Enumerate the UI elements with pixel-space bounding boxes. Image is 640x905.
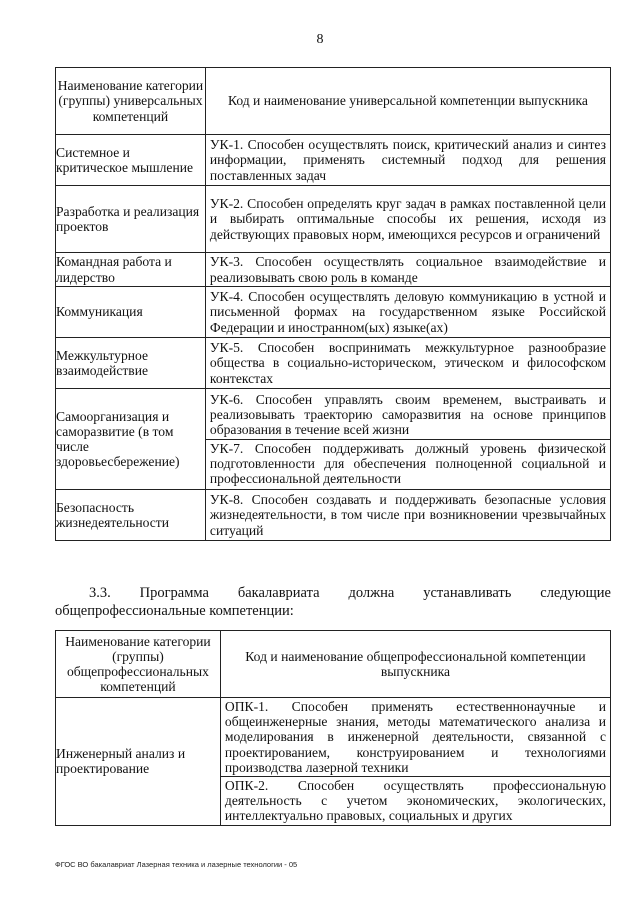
table-header-row	[56, 68, 611, 135]
header-code: Код и наименование универсальной компетенции выпускника	[205, 68, 610, 135]
category-cell: Самоорганизация и саморазвитие (в том числе здоровьесбережение)	[56, 389, 206, 490]
category-cell: Коммуникация	[56, 287, 206, 338]
competence-text: УК-7. Способен поддерживать должный уровень физической подготовленности для обеспечения полноценной социальной и профессиональной деятельности	[206, 439, 610, 488]
competence-text: УК-5. Способен воспринимать межкультурное разнообразие общества в социально-историческом, этическом и философском контекстах	[209, 340, 606, 386]
header-category: Наименование категории (группы) общепрофессиональных компетенций	[56, 631, 221, 698]
competence-text: ОПК-2. Способен осуществлять профессиональную деятельность с учетом экономических, экологических, интеллектуально правовых, социальных и других	[221, 776, 610, 825]
table-header-row	[56, 631, 611, 698]
category-cell: Межкультурное взаимодействие	[56, 338, 206, 389]
competence-text: УК-6. Способен управлять своим временем, выстраивать и реализовывать траекторию саморазвития на основе принципов образования в течение всей жизни	[209, 391, 606, 438]
competence-text: УК-3. Способен осуществлять социальное взаимодействие и реализовывать свою роль в команде	[209, 254, 606, 285]
competence-text: УК-4. Способен осуществлять деловую коммуникацию в устной и письменной формах на государственном языке Российской Федерации и иностранном(ых) языке(ах)	[209, 289, 606, 335]
paragraph-text: Программа бакалавриата должна устанавливать следующие общепрофессиональные компетенции:	[55, 585, 611, 619]
table-row	[56, 253, 611, 287]
header-code: Код и наименование общепрофессиональной компетенции выпускника	[220, 631, 610, 698]
general-professional-competencies-table	[55, 630, 611, 826]
table-row	[56, 389, 611, 490]
footer-text: ФГОС ВО бакалавриат Лазерная техника и лазерные технологии - 05	[55, 860, 298, 869]
paragraph-number: 3.3.	[89, 585, 111, 601]
table-row	[56, 186, 611, 253]
universal-competencies-table	[55, 67, 611, 541]
page-number: 8	[316, 32, 324, 47]
table-row	[56, 490, 611, 541]
table-row	[56, 698, 611, 826]
competence-text: ОПК-1. Способен применять естественнонаучные и общеинженерные знания, методы математического анализа и моделирования в инженерной деятельности, связанной с проектированием, конструированием и технологиями производства лазерной техники	[224, 699, 606, 775]
paragraph-3-3	[55, 584, 611, 620]
category-cell: Инженерный анализ и проектирование	[56, 698, 221, 826]
category-cell: Разработка и реализация проектов	[56, 186, 206, 253]
category-cell: Командная работа и лидерство	[56, 253, 206, 287]
table-row	[56, 338, 611, 389]
competence-text: УК-1. Способен осуществлять поиск, критический анализ и синтез информации, применять системный подход для решения поставленных задач	[209, 137, 606, 183]
category-cell: Системное и критическое мышление	[56, 135, 206, 186]
competence-text: УК-2. Способен определять круг задач в рамках поставленной цели и выбирать оптимальные способы их решения, исходя из действующих правовых норм, имеющихся ресурсов и ограничений	[209, 196, 606, 242]
table-row	[56, 135, 611, 186]
header-category: Наименование категории (группы) универсальных компетенций	[56, 68, 206, 135]
category-cell: Безопасность жизнедеятельности	[56, 490, 206, 541]
table-row	[56, 287, 611, 338]
competence-text: УК-8. Способен создавать и поддерживать безопасные условия жизнедеятельности, в том числе при возникновении чрезвычайных ситуаций	[209, 492, 606, 538]
